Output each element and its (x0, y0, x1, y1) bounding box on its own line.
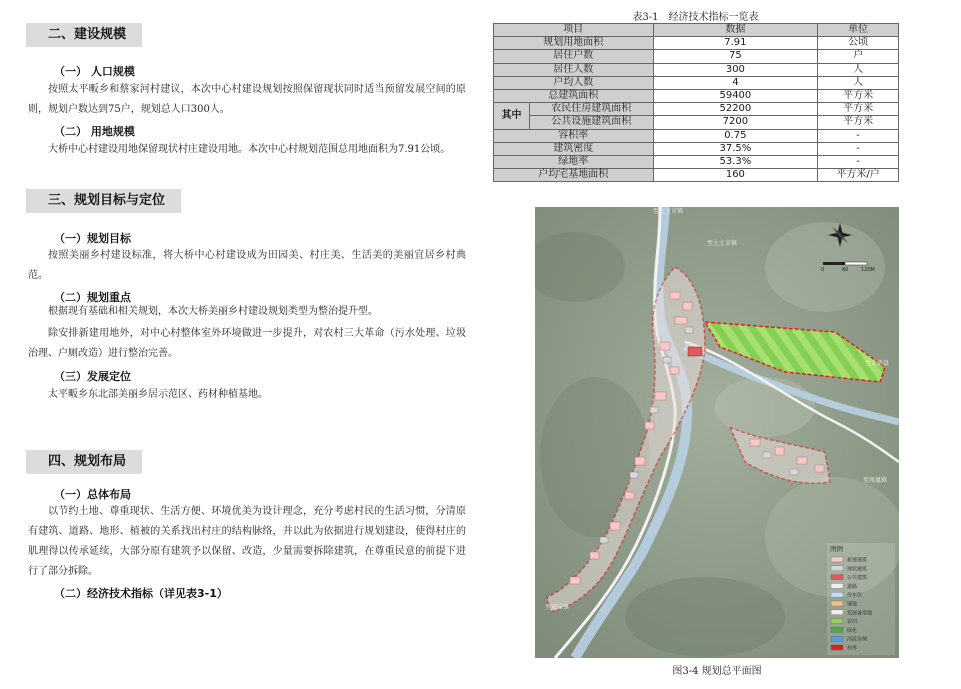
legend-label: 村界 (847, 645, 858, 652)
table-cell-unit: 人 (818, 63, 899, 76)
table-cell-value: 4 (653, 76, 818, 89)
map-legend (827, 543, 895, 655)
table-cell-item: 农民住房建筑面积 (529, 103, 653, 116)
table-row (494, 116, 899, 129)
master-plan-map (535, 207, 899, 658)
table-cell-item: 容积率 (494, 129, 654, 142)
table-row (494, 142, 899, 155)
table-row (494, 76, 899, 89)
scale-label-60: 60 (842, 267, 849, 273)
map-svg (535, 207, 899, 658)
table-cell-unit: - (818, 155, 899, 168)
table-header-row (494, 24, 899, 37)
legend-swatch (831, 610, 843, 615)
table-row (494, 63, 899, 76)
subtitle-overall-layout: （一）总体布局 (54, 488, 131, 501)
table-row (494, 169, 899, 182)
table-group-label: 其中 (494, 103, 530, 129)
legend-swatch (831, 592, 843, 597)
paragraph-landuse: 大桥中心村建设用地保留现状村庄建设用地。本次中心村规划范围总用地面积为7.91公顷。 (48, 144, 451, 155)
table-cell-value: 0.75 (653, 129, 818, 142)
table-cell-item: 绿地率 (494, 155, 654, 168)
table-header-cell: 数据 (653, 24, 818, 37)
table-cell-item: 规划用地面积 (494, 37, 654, 50)
table-cell-value: 7.91 (653, 37, 818, 50)
subtitle-focus: （二）规划重点 (54, 291, 131, 304)
table-cell-unit: 平方米 (818, 89, 899, 102)
subtitle-positioning: （三）发展定位 (54, 370, 131, 383)
figure-caption: 图3-4 规划总平面图 (672, 666, 762, 677)
subtitle-landuse: （二） 用地规模 (54, 125, 135, 138)
road-label-north-2: 至上土市镇 (707, 240, 738, 247)
section-title-goals: 三、规划目标与定位 (26, 189, 181, 213)
legend-label: 现状建筑 (847, 566, 868, 573)
table-cell-unit: - (818, 142, 899, 155)
table-row (494, 155, 899, 168)
legend-swatch (831, 645, 843, 650)
table-row (494, 37, 899, 50)
paragraph-population: 按照太平畈乡和蔡家河村建议，本次中心村建设规划按照保留现状同时适当预留发展空间的原则，规划户数达到75户，规划总人口300人。 (28, 84, 466, 115)
table-cell-unit: - (818, 129, 899, 142)
table-cell-value: 160 (653, 169, 818, 182)
section-title-layout: 四、规划布局 (26, 450, 142, 474)
subtitle-indicators: （二）经济技术指标（详见表3-1） (54, 587, 228, 600)
table-header-cell: 项目 (494, 24, 654, 37)
table-row (494, 129, 899, 142)
table-cell-item: 户均宅基地面积 (494, 169, 654, 182)
table-cell-value: 37.5% (653, 142, 818, 155)
legend-swatch (831, 636, 843, 641)
table-cell-item: 公共设施建筑面积 (529, 116, 653, 129)
table-header-cell: 单位 (818, 24, 899, 37)
road-label-southeast: 至凤凰镇 (863, 477, 888, 484)
legend-label: 新建建筑 (847, 557, 868, 564)
road-label-east: 至大悟县 (865, 360, 890, 367)
paragraph-overall-layout: 以节约土地、尊重现状、生活方便、环境优美为设计理念，充分考虑村民的生活习惯，分清原有建筑、道路、地形、植被的关系找出村庄的结构脉络，并以此为依据进行规划建设，使得村庄的肌理得以传承延续，大部分原有建筑予以保留、改造，少量需要拆除建筑，在尊重民意的前提下进行了部分拆除。 (28, 506, 466, 577)
subtitle-goal: （一）规划目标 (54, 232, 131, 245)
scale-label-120: 120M (861, 267, 875, 273)
legend-label: 河流水域 (847, 636, 868, 643)
paragraph-goal: 按照美丽乡村建设标准，将大桥中心村建设成为田园美、村庄美、生活美的美丽宜居乡村典范。 (28, 250, 466, 281)
legend-swatch (831, 557, 843, 562)
table-cell-unit: 公顷 (818, 37, 899, 50)
legend-swatch (831, 575, 843, 580)
legend-label: 公共建筑 (847, 575, 868, 582)
legend-label: 铺地 (847, 601, 858, 608)
table-cell-unit: 平方米 (818, 116, 899, 129)
table-caption: 表3-1 经济技术指标一览表 (632, 12, 759, 23)
legend-label: 绿化 (847, 627, 858, 634)
table-row (494, 50, 899, 63)
table-cell-value: 300 (653, 63, 818, 76)
legend-label: 发展备用地 (847, 610, 873, 617)
table-cell-unit: 平方米 (818, 103, 899, 116)
table-cell-value: 59400 (653, 89, 818, 102)
road-label-north-1: 至上土市镇 (653, 208, 684, 215)
table-cell-item: 居住户数 (494, 50, 654, 63)
legend-swatch (831, 566, 843, 571)
table-cell-value: 53.3% (653, 155, 818, 168)
road-label-south: 至双乐镇 (545, 604, 570, 611)
subtitle-population: （一） 人口规模 (54, 65, 135, 78)
table-cell-item: 建筑密度 (494, 142, 654, 155)
legend-swatch (831, 619, 843, 624)
table-cell-unit: 人 (818, 76, 899, 89)
scale-label-0: 0 (821, 267, 825, 273)
table-cell-item: 居住人数 (494, 63, 654, 76)
table-cell-unit: 户 (818, 50, 899, 63)
table-cell-value: 52200 (653, 103, 818, 116)
table-cell-value: 7200 (653, 116, 818, 129)
paragraph-positioning: 太平畈乡东北部美丽乡居示范区、药材种植基地。 (48, 389, 268, 400)
table-cell-unit: 平方米/户 (818, 169, 899, 182)
indicator-table (493, 23, 899, 182)
legend-swatch (831, 583, 843, 588)
legend-label: 农田 (847, 619, 858, 626)
public-building (688, 347, 702, 356)
table-cell-value: 75 (653, 50, 818, 63)
table-row (494, 89, 899, 102)
table-cell-item: 户均人数 (494, 76, 654, 89)
section-title-scale: 二、建设规模 (26, 23, 142, 47)
legend-swatch (831, 627, 843, 632)
table-row (494, 103, 899, 116)
legend-swatch (831, 601, 843, 606)
legend-label: 道路 (847, 583, 858, 590)
legend-label: 停车位 (847, 592, 863, 599)
table-cell-item: 总建筑面积 (494, 89, 654, 102)
paragraph-focus-1: 根据现有基础和相关规划，本次大桥美丽乡村建设规划类型为整治提升型。 (48, 306, 378, 317)
legend-title: 图例 (830, 545, 843, 553)
paragraph-focus-2: 除安排新建用地外，对中心村整体室外环境做进一步提升，对农村三大革命（污水处理、垃圾治理、户厕改造）进行整治完善。 (28, 328, 466, 359)
